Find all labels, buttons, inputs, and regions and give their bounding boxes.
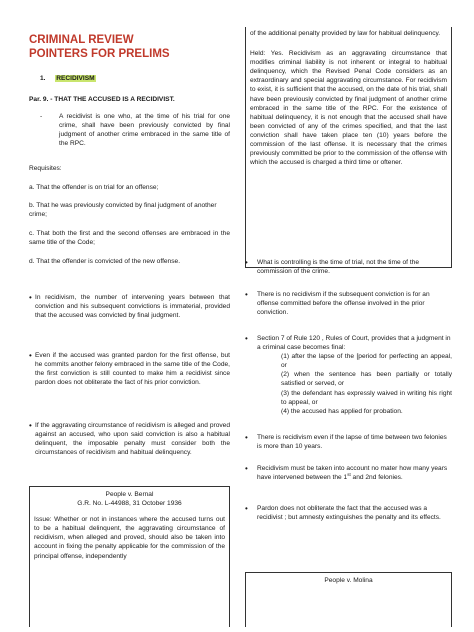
section-heading bbox=[40, 74, 96, 83]
case-issue: Issue: Whether or not in instances where the accused turns out to be a habitual delinquent, the aggravating circumstance of recidivism, when alleged and proved, should also be taken into account in fixing the penalty applicable for the commission of the principal offense, independently bbox=[34, 516, 225, 560]
list-item: (3) the defendant has expressly waived in writing his right to appeal, or bbox=[281, 389, 452, 406]
bullet-item bbox=[245, 258, 452, 276]
bullet-icon: • bbox=[29, 351, 32, 360]
bullet-item bbox=[29, 293, 230, 320]
bullet-text: In recidivism, the number of intervening years between that conviction and his subsequent convictions is immaterial, provided that the accused was convicted by final judgment. bbox=[35, 294, 230, 320]
bullet-item bbox=[29, 351, 230, 387]
case-box-bernal bbox=[29, 486, 230, 627]
case-name: People v. Molina bbox=[324, 577, 373, 584]
bullet-text-part: and 2nd felonies. bbox=[350, 474, 403, 482]
bullet-text: What is controlling is the time of trial, not the time of the commission of the crime. bbox=[257, 259, 419, 276]
bullet-text: Even if the accused was granted pardon for the first offense, but he commits another felony embraced in the same title of the Code, the first conviction is still counted to make him a recidivist since pardon does not obliterate the fact of his prior conviction. bbox=[35, 352, 230, 387]
case-box-molina bbox=[245, 572, 452, 627]
requisite-a: a. That the offender is on trial for an offense; bbox=[29, 184, 159, 191]
bullet-item bbox=[245, 464, 452, 482]
bullet-text: There is recidivism even if the lapse of time between two felonies is more than 10 years. bbox=[257, 434, 447, 451]
definition bbox=[29, 112, 230, 148]
title-line-1: CRIMINAL REVIEW bbox=[29, 34, 134, 46]
bullet-icon: • bbox=[245, 464, 248, 473]
bullet-icon: • bbox=[245, 258, 248, 267]
case-name: People v. Bernal bbox=[105, 491, 154, 498]
bullet-text: If the aggravating circumstance of recidivism is alleged and proved against an accused, who upon said conviction is also a habitual delinquent, the imposable penalty must consider both the circumstances of recidivism and habitual delinquency. bbox=[35, 422, 230, 457]
requisite-d: d. That the offender is convicted of the new offense. bbox=[29, 258, 181, 265]
bullet-text bbox=[257, 464, 452, 482]
case-held: Held: Yes. Recidivism as an aggravating circumstance that modifies criminal liability is not inherent or integral to habitual delinquency, which the Revised Penal Code considers as an extraordinary and special aggravating circumstance. For recidivism to exist, it is sufficient that the accused, on the date of his trial, shall have been previously convicted by final judgment of another crime embraced in the same title of the RPC. For the existence of habitual delinquency, it is not enough that the accused shall have been convicted of any of the crimes specified, and that the last conviction shall have taken place ten (10) years before the commission of the last offense. It is necessary that the crimes previously committed be prior to the commission of the offense with which the accused is charged a third time or oftener. bbox=[250, 50, 447, 167]
bullet-text: Pardon does not obliterate the fact that the accused was a recidivist ; but amnesty extinguishes the penalty and its effects. bbox=[257, 505, 441, 522]
superscript: st bbox=[347, 471, 351, 477]
bullet-item bbox=[245, 334, 452, 416]
bullet-text-part: Recidivism must be taken into account no mater how many years have intervened between the 1 bbox=[257, 465, 448, 482]
title-line-2: POINTERS FOR PRELIMS bbox=[29, 48, 170, 60]
bullet-item bbox=[29, 421, 230, 457]
bullet-text: Section 7 of Rule 120 , Rules of Court, provides that a judgment in a criminal case becomes final: bbox=[257, 335, 451, 352]
bullet-icon: • bbox=[245, 433, 248, 442]
bullet-icon: • bbox=[29, 421, 32, 430]
case-box-bernal-continued bbox=[245, 27, 452, 268]
bullet-item bbox=[245, 290, 452, 317]
list-item: (2) when the sentence has been partially or totally satisfied or served, or bbox=[281, 371, 452, 388]
list-item: (1) after the lapse of the [period for perfecting an appeal, or bbox=[281, 353, 452, 370]
requisite-c: c. That both the first and the second offenses are embraced in the same title of the Code; bbox=[29, 230, 230, 247]
definition-text: A recidivist is one who, at the time of his trial for one crime, shall have been previously convicted by final judgment of another crime embraced in the same title of the RPC. bbox=[59, 113, 230, 148]
section-label: RECIDIVISM bbox=[56, 75, 95, 82]
bullet-item bbox=[245, 433, 452, 451]
section-number: 1. bbox=[40, 75, 46, 82]
bullet-text: There is no recidivism if the subsequent conviction is for an offense committed before the offense involved in the prior conviction. bbox=[257, 291, 430, 317]
document-title bbox=[29, 33, 230, 61]
requisites-heading: Requisites: bbox=[29, 165, 62, 172]
finality-list bbox=[281, 352, 452, 416]
article-heading: Par. 9. - THAT THE ACCUSED IS A RECIDIVIST. bbox=[29, 96, 175, 103]
bullet-item bbox=[245, 504, 452, 522]
case-citation: G.R. No. L-44988, 31 October 1936 bbox=[77, 500, 182, 508]
case-issue-continued: of the additional penalty provided by law for habitual delinquency. bbox=[250, 30, 441, 37]
bullet-icon: • bbox=[245, 290, 248, 299]
bullet-icon: • bbox=[29, 293, 32, 302]
definition-dash: - bbox=[40, 113, 43, 120]
list-item: (4) the accused has applied for probation. bbox=[281, 407, 403, 415]
bullet-icon: • bbox=[245, 334, 248, 343]
requisite-b: b. That he was previously convicted by final judgment of another crime; bbox=[29, 202, 217, 219]
bullet-icon: • bbox=[245, 504, 248, 513]
